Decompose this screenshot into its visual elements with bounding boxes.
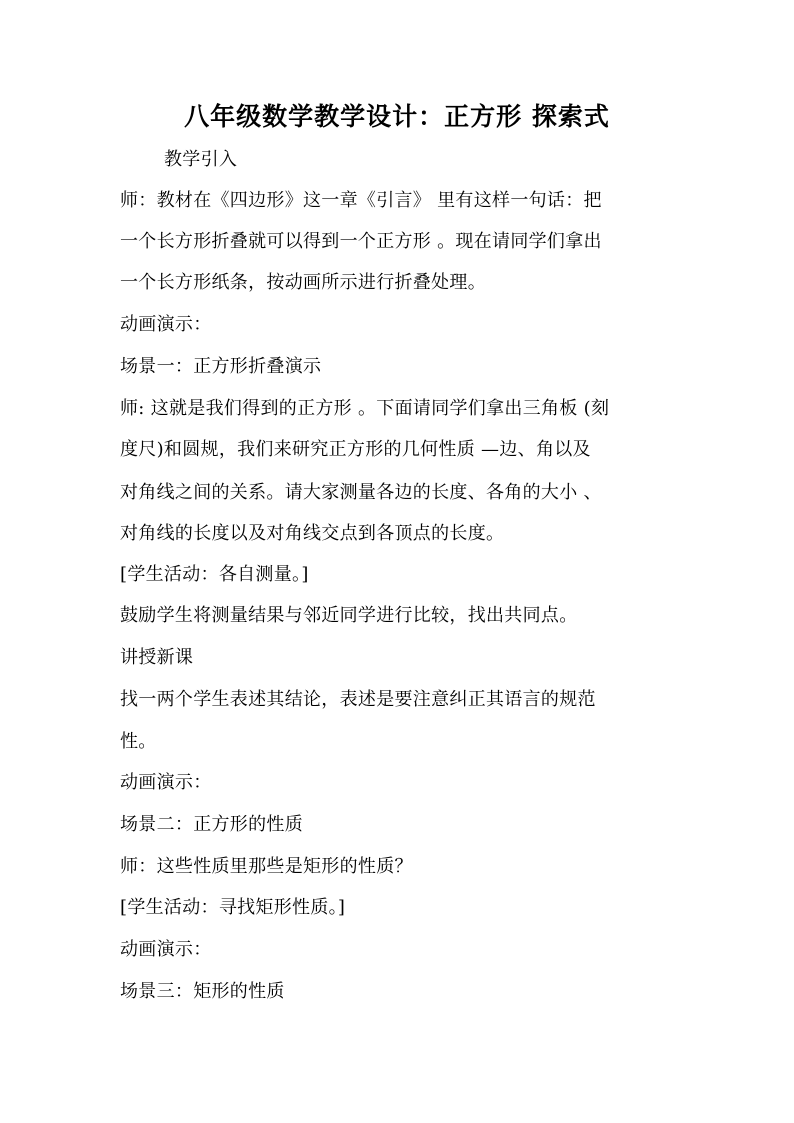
- paragraph-line: 动画演示：: [120, 772, 212, 793]
- paragraph-line: 动画演示：: [120, 314, 212, 335]
- paragraph-line: 师：这些性质里那些是矩形的性质？: [120, 856, 413, 877]
- paragraph-line: 场景三：矩形的性质: [120, 981, 285, 1002]
- paragraph-line: 鼓励学生将测量结果与邻近同学进行比较，找出共同点。: [120, 605, 578, 626]
- paragraph-line: 一个长方形折叠就可以得到一个正方形 。现在请同学们拿出: [120, 231, 602, 252]
- paragraph-line: 师: 这就是我们得到的正方形 。下面请同学们拿出三角板 (刻: [120, 398, 610, 419]
- paragraph-line: 师：教材在《四边形》这一章《引言》 里有这样一句话：把: [120, 190, 602, 211]
- section-heading-new-lesson: 讲授新课: [120, 647, 194, 668]
- paragraph-line: [学生活动：各自测量。]: [120, 564, 309, 585]
- paragraph-line: 场景二：正方形的性质: [120, 814, 303, 835]
- paragraph-line: 场景一：正方形折叠演示: [120, 356, 322, 377]
- paragraph-line: 一个长方形纸条，按动画所示进行折叠处理。: [120, 272, 486, 293]
- paragraph-line: 找一两个学生表述其结论，表述是要注意纠正其语言的规范: [120, 689, 596, 710]
- paragraph-line: 对角线的长度以及对角线交点到各顶点的长度。: [120, 523, 505, 544]
- paragraph-line: 性。: [120, 731, 157, 752]
- paragraph-line: 对角线之间的关系。请大家测量各边的长度、各角的大小 、: [120, 482, 602, 503]
- paragraph-line: 度尺)和圆规，我们来研究正方形的几何性质 —边、角以及: [120, 439, 591, 460]
- paragraph-line: [学生活动：寻找矩形性质。]: [120, 897, 346, 918]
- section-heading-intro: 教学引入: [164, 149, 238, 170]
- paragraph-line: 动画演示：: [120, 939, 212, 960]
- document-title: 八年级数学教学设计：正方形 探索式: [184, 102, 610, 131]
